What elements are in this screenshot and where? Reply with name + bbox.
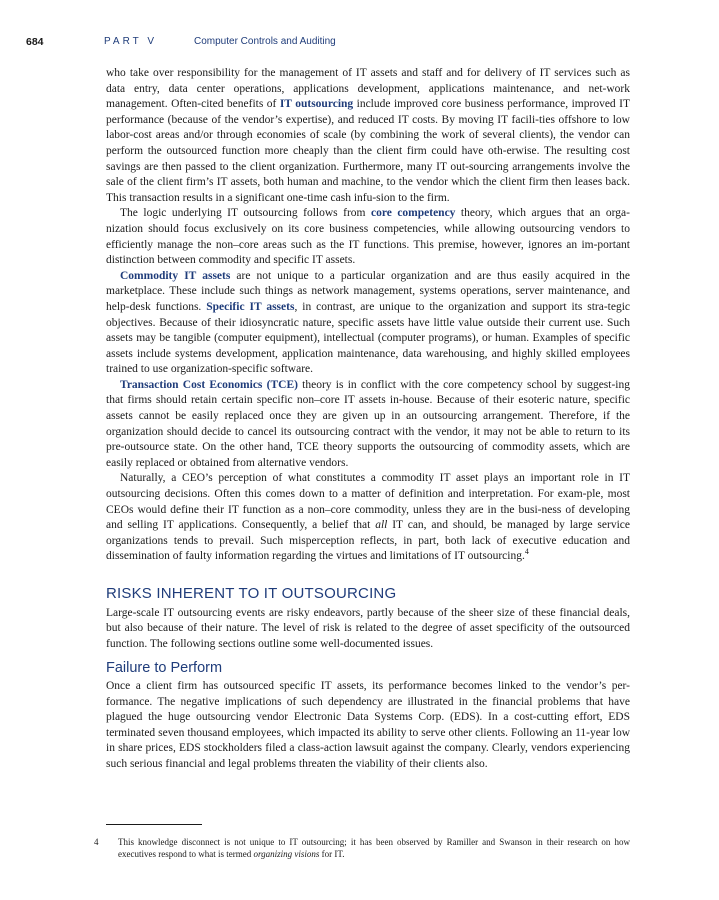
section-paragraph: Large-scale IT outsourcing events are risky endeavors, partly because of the sheer size of these financial deals, but also because of their nature. The level of risk is related to the degree of asset specificity of the outsourced function. The following sections outline some well-documented issues. [106,606,630,650]
term-core-competency: core competency [370,207,456,220]
term-commodity-it-assets: Commodity IT assets [120,269,231,282]
term-specific-it-assets: Specific IT assets [206,300,295,313]
paragraph-2: The logic underlying IT outsourcing follows from core competency theory, which argues that an orga-nization should focus exclusively on its core business competencies, while allowing outsourcing vendors to efficiently manage the non–core areas such as the IT functions. This premise, however, ignores an im-portant distinction between commodity and specific IT assets. [106,207,630,267]
footnote-reference: 4 [524,547,529,557]
paragraph-5: Naturally, a CEO’s perception of what constitutes a commodity IT asset plays an important role in IT outsourcing decisions. Often this comes down to a matter of definition and interpretation. For exam-ple, most CEOs would define their IT function as a non–core commodity, unless they are in the busi-ness of developing and selling IT applications. Consequently, a belief that all IT can, and should, be managed by large service organizations tends to prevail. Such misperception reflects, in part, both lack of executive education and dissemination of faulty information regarding the virtues and limitations of IT outsourcing.$^4$ [106,472,630,563]
subsection-paragraph: Once a client firm has outsourced specific IT assets, its performance becomes linked to the vendor’s per-formance. The negative implications of such dependency are illustrated in the financial problems that have plagued the huge outsourcing vendor Electronic Data Systems Corp. (EDS). In a cost-cutting effort, EDS terminated seven thousand employees, which impacted its ability to serve other clients. Following an 11-year low in share prices, EDS stockholders filed a class-action lawsuit against the company. Clearly, vendors experiencing such serious financial and legal problems threaten the viability of their clients also. [106,679,630,770]
subsection-title: Failure to Perform [106,660,223,677]
footnote: 4 This knowledge disconnect is not unique to IT outsourcing; it has been observed by Ramiller and Swanson in their research on how executives respond to what is termed organizing visions for IT. [94,837,630,859]
footnote-divider [106,824,202,825]
part-title: Computer Controls and Auditing [194,36,336,47]
term-it-outsourcing: IT outsourcing [279,98,354,111]
running-header [26,36,679,50]
paragraph-3: Commodity IT assets are not unique to a particular organization and are thus easily acquired in the marketplace. These include such things as network management, systems operations, server maintenance, and help-desk functions. Specific IT assets, in contrast, are unique to the organization and support its stra-tegic objectives. Because of their idiosyncratic nature, specific assets have little value outside their current use. Such assets may be tangible (computer equipment), intellectual (computer programs), or human. Examples of specific assets include systems development, application maintenance, data warehousing, and highly skilled employees trained to use organization-specific software. [106,269,631,376]
footnote-number: 4 [94,837,99,847]
body-text [106,66,630,773]
paragraph-1: who take over responsibility for the management of IT assets and staff and for delivery of IT services such as data entry, data center operations, applications development, applications maintenance, and net-work management. Often-cited benefits of IT outsourcing include improved core business performance, improved IT performance (because of the vendor’s expertise), and reduced IT costs. By moving IT facili-ties offshore to low labor-cost areas and/or through economies of scale (by combining the work of several clients), the vendor can perform the outsourced function more cheaply than the client firm could have oth-erwise. The resulting cost savings are then passed to the client organization. Furthermore, many IT out-sourcing arrangements involve the sale of the client firm’s IT assets, both human and machine, to the vendor which the client firm then leases back. This transaction results in a significant one-time cash infu-sion to the firm. [106,67,630,204]
part-label: PART V [104,36,158,47]
section-title: RISKS INHERENT TO IT OUTSOURCING [106,585,397,602]
page-number: 684 [26,36,44,48]
term-tce: Transaction Cost Economics (TCE) [120,378,298,391]
paragraph-4: Transaction Cost Economics (TCE) theory is in conflict with the core competency school by suggest-ing that firms should retain certain specific non–core IT assets in-house. Because of their esoteric nature, specific assets cannot be easily replaced once they are given up in an outsourcing arrangement. Therefore, if the organization should decide to cancel its outsourcing contract with the vendor, it may not be able to return to its pre-outsource state. On the other hand, TCE theory supports the outsourcing of commodity assets, which are easily replaced or obtained from alternative vendors. [106,378,630,469]
